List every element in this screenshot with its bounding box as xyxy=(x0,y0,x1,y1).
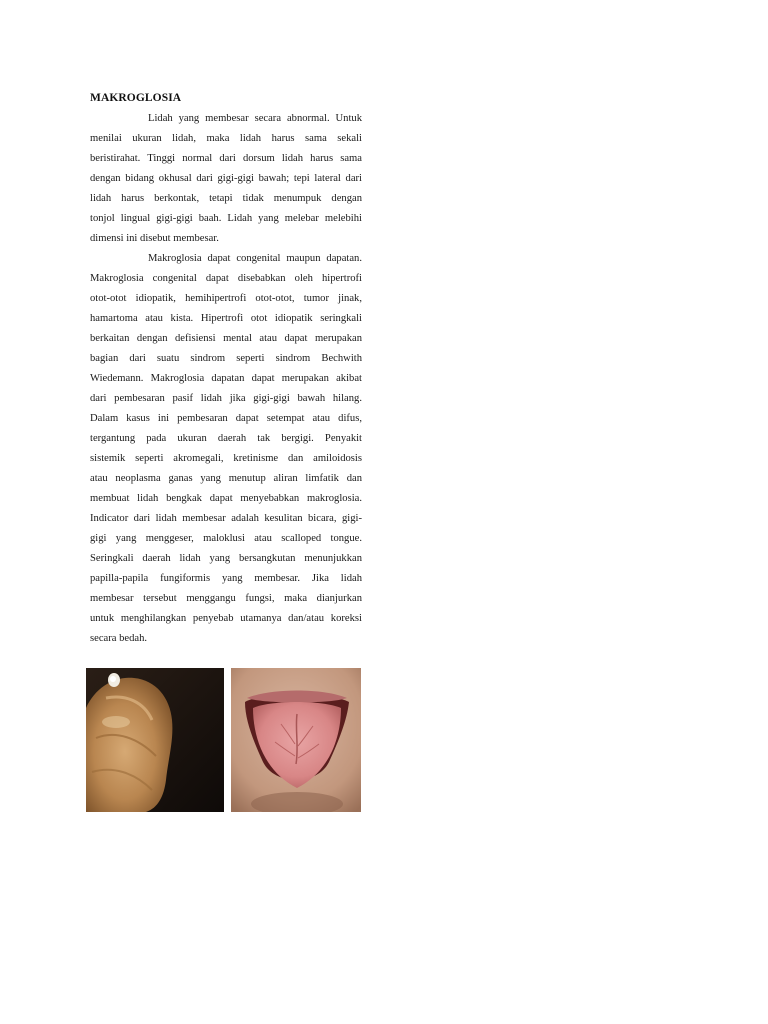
text-line: dari pembesaran pasif lidah jika gigi-gigi bawah hilang. xyxy=(90,393,362,404)
text-line: papilla-papila fungiformis yang membesar. Jika lidah xyxy=(90,573,362,584)
text-line: Indicator dari lidah membesar adalah kesulitan bicara, gigi- xyxy=(90,513,362,524)
text-line: membuat lidah bengkak dapat menyebabkan makroglosia. xyxy=(90,493,362,504)
text-line: bagian dari suatu sindrom seperti sindrom Bechwith xyxy=(90,353,362,364)
body-text xyxy=(90,109,362,649)
text-line: Wiedemann. Makroglosia dapatan dapat merupakan akibat xyxy=(90,373,362,384)
text-line: atau neoplasma ganas yang menutup aliran limfatik dan xyxy=(90,473,362,484)
text-line: membesar tersebut menggangu fungsi, maka dianjurkan xyxy=(90,593,362,604)
text-line: gigi yang menggeser, maloklusi atau scalloped tongue. xyxy=(90,533,362,544)
text-line: dengan bidang okhusal dari gigi-gigi bawah; tepi lateral dari xyxy=(90,173,362,184)
text-line: beristirahat. Tinggi normal dari dorsum lidah harus sama xyxy=(90,153,362,164)
text-line: untuk menghilangkan penyebab utamanya dan/atau koreksi xyxy=(90,613,362,624)
text-line: lidah harus berkontak, tetapi tidak menumpuk dengan xyxy=(90,193,362,204)
tongue-photo-left xyxy=(86,668,224,812)
text-line: Makroglosia dapat congenital maupun dapatan. xyxy=(148,253,362,264)
text-line: Makroglosia congenital dapat disebabkan oleh hipertrofi xyxy=(90,273,362,284)
text-line: Lidah yang membesar secara abnormal. Untuk xyxy=(148,113,362,124)
section-title: MAKROGLOSIA xyxy=(90,92,182,104)
tongue-photo-right xyxy=(231,668,361,812)
text-line: sistemik seperti akromegali, kretinisme dan amiloidosis xyxy=(90,453,362,464)
text-line: berkaitan dengan defisiensi mental atau dapat merupakan xyxy=(90,333,362,344)
text-line: tergantung pada ukuran daerah tak bergigi. Penyakit xyxy=(90,433,362,444)
text-line: Dalam kasus ini pembesaran dapat setempat atau difus, xyxy=(90,413,362,424)
text-line: secara bedah. xyxy=(90,633,148,644)
text-line: Seringkali daerah lidah yang bersangkutan menunjukkan xyxy=(90,553,362,564)
text-line: tonjol lingual gigi-gigi baah. Lidah yang melebar melebihi xyxy=(90,213,362,224)
text-line: hamartoma atau kista. Hipertrofi otot idiopatik seringkali xyxy=(90,313,362,324)
text-line: menilai ukuran lidah, maka lidah harus sama sekali xyxy=(90,133,362,144)
text-line: dimensi ini disebut membesar. xyxy=(90,233,219,244)
text-line: otot-otot idiopatik, hemihipertrofi otot-otot, tumor jinak, xyxy=(90,293,362,304)
